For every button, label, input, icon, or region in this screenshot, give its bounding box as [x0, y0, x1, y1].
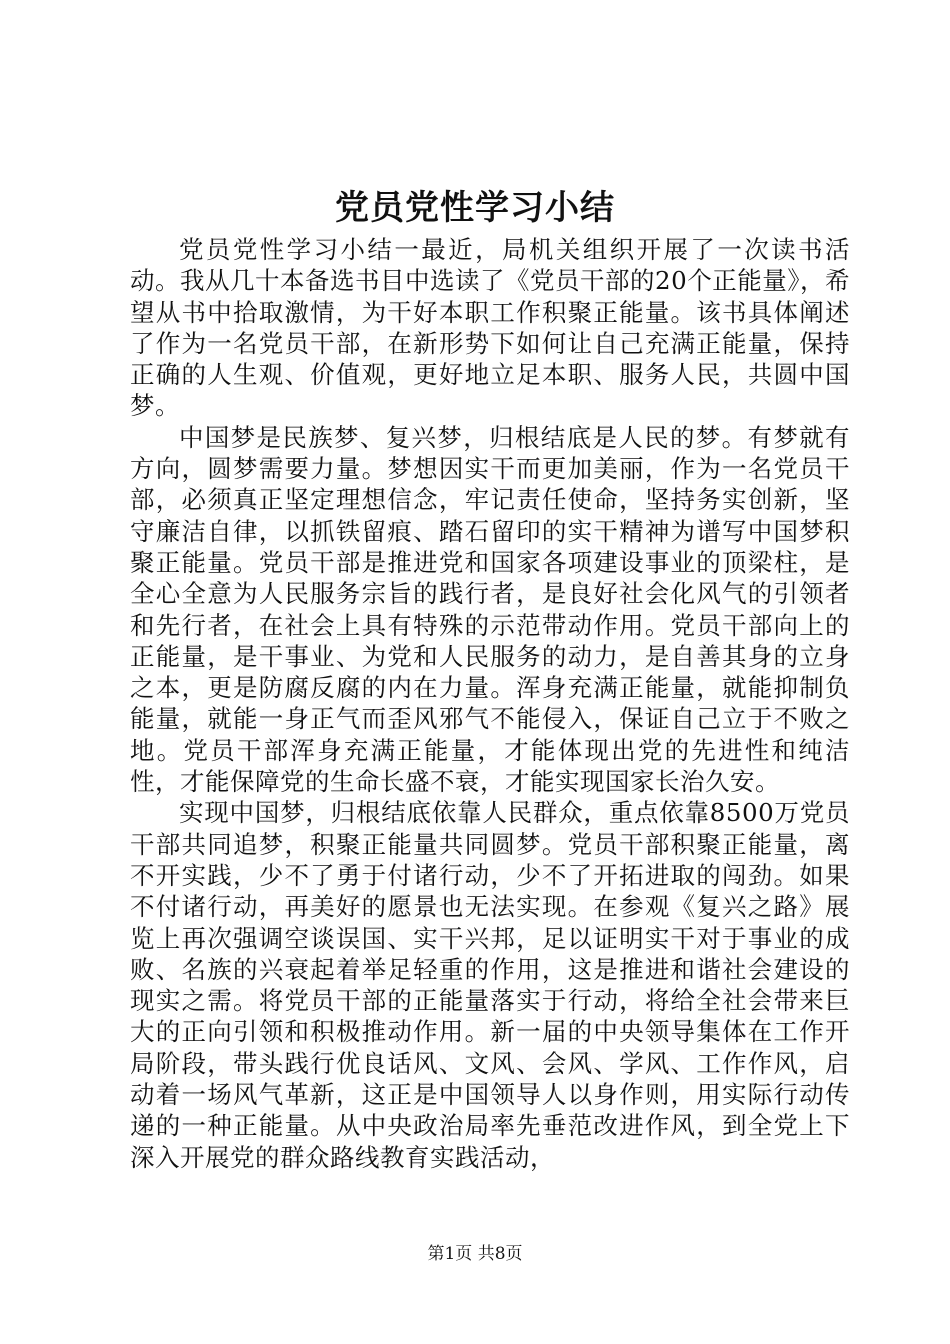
page-footer: 第1页 共8页: [427, 1244, 523, 1264]
document-title: 党员党性学习小结: [335, 188, 615, 228]
document-body: [130, 234, 850, 1173]
paragraph-3: 实现中国梦，归根结底依靠人民群众，重点依靠8500万党员干部共同追梦，积聚正能量共同圆梦。党员干部积聚正能量，离不开实践，少不了勇于付诸行动，少不了开拓进取的闯劲。如果不付诸行动，再美好的愿景也无法实现。在参观《复兴之路》展览上再次强调空谈误国、实干兴邦，足以证明实干对于事业的成败、名族的兴衰起着举足轻重的作用，这是推进和谐社会建设的现实之需。将党员干部的正能量落实于行动，将给全社会带来巨大的正向引领和积极推动作用。新一届的中央领导集体在工作开局阶段，带头践行优良话风、文风、会风、学风、工作作风，启动着一场风气革新，这正是中国领导人以身作则，用实际行动传递的一种正能量。从中央政治局率先垂范改进作风，到全党上下深入开展党的群众路线教育实践活动，: [130, 798, 850, 1172]
paragraph-1: 党员党性学习小结一最近，局机关组织开展了一次读书活动。我从几十本备选书目中选读了《党员干部的20个正能量》，希望从书中拾取激情，为干好本职工作积聚正能量。该书具体阐述了作为一名党员干部，在新形势下如何让自己充满正能量，保持正确的人生观、价值观，更好地立足本职、服务人民，共圆中国梦。: [130, 235, 850, 421]
paragraph-2: 中国梦是民族梦、复兴梦，归根结底是人民的梦。有梦就有方向，圆梦需要力量。梦想因实干而更加美丽，作为一名党员干部，必须真正坚定理想信念，牢记责任使命，坚持务实创新，坚守廉洁自律，以抓铁留痕、踏石留印的实干精神为谱写中国梦积聚正能量。党员干部是推进党和国家各项建设事业的顶梁柱，是全心全意为人民服务宗旨的践行者，是良好社会化风气的引领者和先行者，在社会上具有特殊的示范带动作用。党员干部向上的正能量，是干事业、为党和人民服务的动力，是自善其身的立身之本，更是防腐反腐的内在力量。浑身充满正能量，就能抑制负能量，就能一身正气而歪风邪气不能侵入，保证自己立于不败之地。党员干部浑身充满正能量，才能体现出党的先进性和纯洁性，才能保障党的生命长盛不衰，才能实现国家长治久安。: [130, 422, 850, 797]
